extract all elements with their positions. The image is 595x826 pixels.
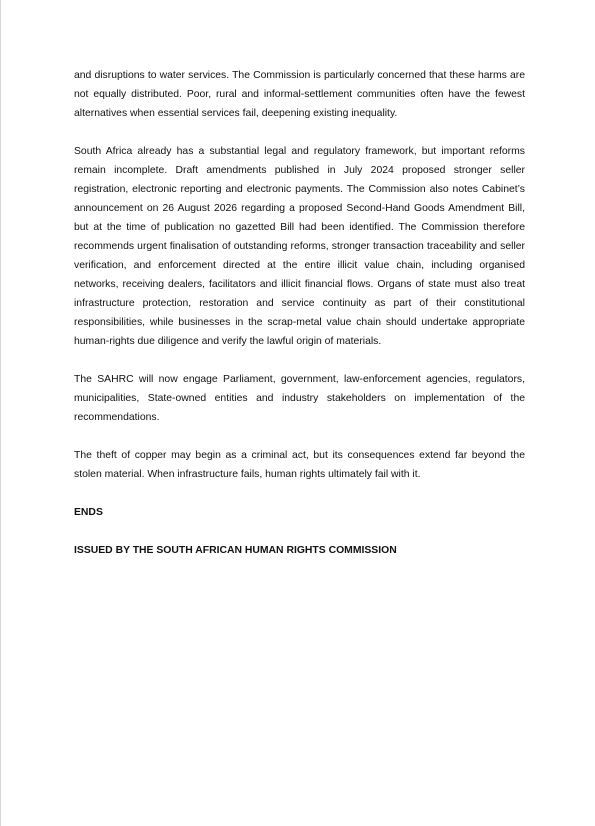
paragraph-sahrc-engagement: The SAHRC will now engage Parliament, government, law-enforcement agencies, regulators, municipalities, State-owned entities and industry stakeholders on implementation of the recommendations. <box>74 374 525 423</box>
paragraph-water-services: and disruptions to water services. The Commission is particularly concerned that these harms are not equally distributed. Poor, rural and informal-settlement communities often have the fewest alternatives when essential services fail, deepening existing inequality. <box>74 70 525 119</box>
paragraph-legal-framework: South Africa already has a substantial legal and regulatory framework, but important reforms remain incomplete. Draft amendments published in July 2024 proposed stronger seller registration, electronic reporting and electronic payments. The Commission also notes Cabinet’s announcement on 26 August 2026 regarding a proposed Second-Hand Goods Amendment Bill, but at the time of publication no gazetted Bill had been identified. The Commission therefore recommends urgent finalisation of outstanding reforms, stronger transaction traceability and seller verification, and enforcement directed at the entire illicit value chain, including organised networks, receiving dealers, facilitators and illicit financial flows. Organs of state must also treat infrastructure protection, restoration and service continuity as part of their constitutional responsibilities, while businesses in the scrap-metal value chain should undertake appropriate human-rights due diligence and verify the lawful origin of materials. <box>74 146 525 347</box>
paragraph-conclusion: The theft of copper may begin as a criminal act, but its consequences extend far beyond the stolen material. When infrastructure fails, human rights ultimately fail with it. <box>74 450 525 480</box>
ends-label: ENDS <box>74 507 103 518</box>
issued-by-line: ISSUED BY THE SOUTH AFRICAN HUMAN RIGHTS COMMISSION <box>74 545 397 556</box>
document-body <box>74 66 525 579</box>
